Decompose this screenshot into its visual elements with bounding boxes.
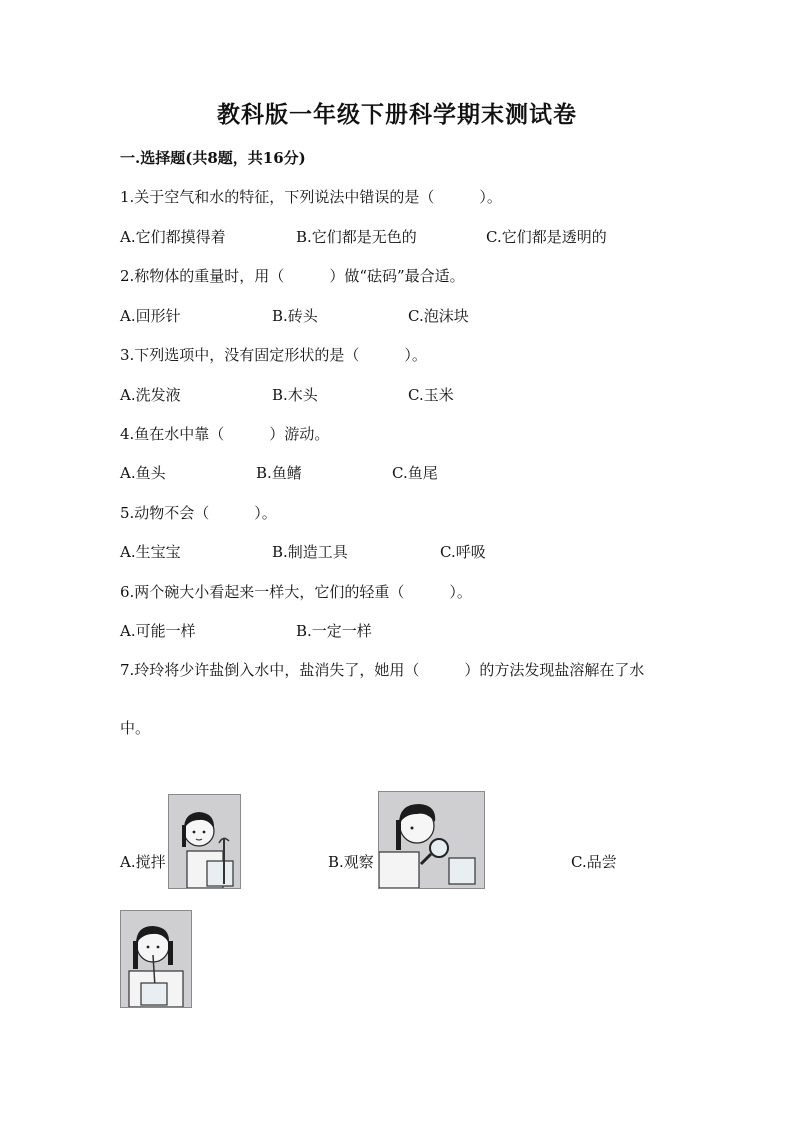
question-3: 3.下列选项中，没有固定形状的是（ ）。 xyxy=(120,346,427,364)
question-7-line-2: 中。 xyxy=(120,719,151,737)
page-title: 教科版一年级下册科学期末测试卷 xyxy=(217,101,577,128)
question-7-line-1: 7.玲玲将少许盐倒入水中，盐消失了，她用（ ）的方法发现盐溶解在了水 xyxy=(120,661,645,679)
q6-option-b[interactable]: B.一定一样 xyxy=(296,622,372,640)
q4-option-b[interactable]: B.鱼鳍 xyxy=(256,464,302,482)
q3-option-c[interactable]: C.玉米 xyxy=(408,386,454,404)
question-6: 6.两个碗大小看起来一样大，它们的轻重（ ）。 xyxy=(120,583,472,601)
question-1: 1.关于空气和水的特征，下列说法中错误的是（ ）。 xyxy=(120,188,502,206)
q1-option-a[interactable]: A.它们都摸得着 xyxy=(120,228,226,246)
q2-option-a[interactable]: A.回形针 xyxy=(120,307,181,325)
q3-option-a[interactable]: A.洗发液 xyxy=(120,386,181,404)
q4-option-c[interactable]: C.鱼尾 xyxy=(392,464,438,482)
q6-option-a[interactable]: A.可能一样 xyxy=(120,622,196,640)
q5-option-c[interactable]: C.呼吸 xyxy=(440,543,486,561)
girl-drinking-straw-icon xyxy=(120,910,192,1008)
question-2: 2.称物体的重量时，用（ ）做“砝码”最合适。 xyxy=(120,267,465,285)
q7-option-b[interactable]: B.观察 xyxy=(328,853,374,871)
q3-option-b[interactable]: B.木头 xyxy=(272,386,318,404)
question-4: 4.鱼在水中靠（ ）游动。 xyxy=(120,425,330,443)
q4-option-a[interactable]: A.鱼头 xyxy=(120,464,166,482)
q2-option-b[interactable]: B.砖头 xyxy=(272,307,318,325)
q1-option-c[interactable]: C.它们都是透明的 xyxy=(486,228,607,246)
q2-option-c[interactable]: C.泡沫块 xyxy=(408,307,469,325)
q5-option-b[interactable]: B.制造工具 xyxy=(272,543,348,561)
q5-option-a[interactable]: A.生宝宝 xyxy=(120,543,181,561)
girl-magnifier-icon xyxy=(378,791,485,889)
q7-option-c[interactable]: C.品尝 xyxy=(571,853,617,871)
section-heading: 一.选择题(共8题，共16分) xyxy=(120,149,306,167)
girl-stirring-cup-icon xyxy=(168,794,241,889)
q1-option-b[interactable]: B.它们都是无色的 xyxy=(296,228,417,246)
question-5: 5.动物不会（ ）。 xyxy=(120,504,277,522)
q7-option-a[interactable]: A.搅拌 xyxy=(120,853,166,871)
